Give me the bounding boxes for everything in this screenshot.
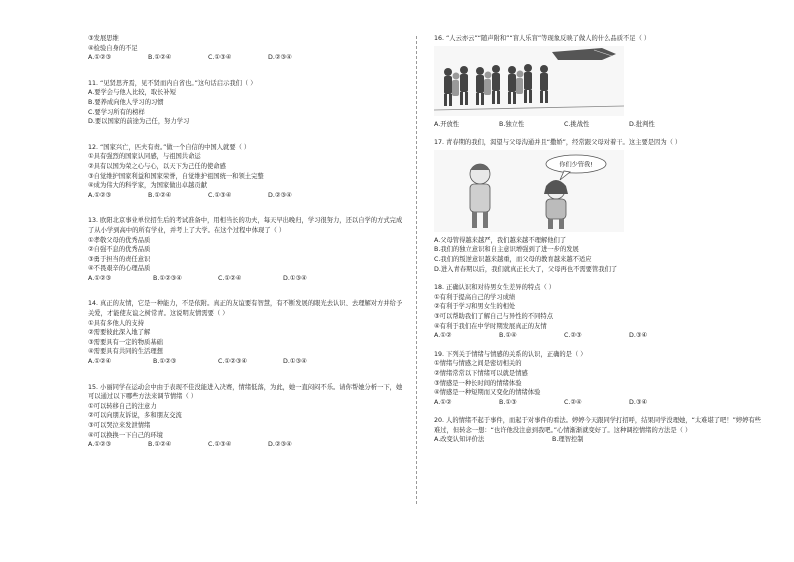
option-item: ①具有多他人的支持 [88, 319, 145, 327]
choice-d: D.批判性 [629, 120, 655, 128]
choice-d: D.②③④ [268, 441, 292, 449]
choice-a: A.①②③ [88, 274, 112, 282]
choice-a: A.开放性 [434, 120, 460, 128]
answer-choices [88, 53, 408, 63]
parent-child-drawing [434, 150, 624, 232]
choice-b: B.要养成向他人学习的习惯 [88, 98, 164, 106]
option-item: ④成为伟大的科学家，为国家做出卓越贡献 [88, 182, 207, 190]
option-item: ②需要彼此深入地了解 [88, 329, 151, 337]
crowd-cartoon-drawing [434, 46, 624, 116]
option-item: ②情绪常常以下情绪可以就是情感 [434, 369, 528, 377]
answer-choices [434, 120, 764, 130]
answer-choices [88, 274, 408, 284]
right-column [434, 34, 764, 454]
option-item: ③自觉维护国家利益和国家荣誉，自觉维护祖国统一和领土完整 [88, 172, 264, 180]
choice-a: A.①②③ [88, 191, 112, 199]
question-stem: 13. 欧阳北京事业单位招生后的考试准备中，用相当长的功夫，每天早出晚归，学习很努力，还以自学的方式完成了从小学到高中的所有学业，并考上了大学。在这个过程中体现了（ ） [88, 217, 403, 234]
choice-a: A.①②③ [88, 441, 112, 449]
question-12 [88, 143, 408, 201]
answer-choices [88, 357, 408, 367]
option-item: ①孝敬父母的优秀品质 [88, 236, 151, 244]
question-stem: 14. 真正的友情，它是一种能力，不是依附。真正的友谊要有智慧，有不断发展的眼光去认识、去理解对方并给予关爱，才能使友谊之树常青。这说明友情需要（ ） [88, 300, 403, 318]
option-item: ①有利于提高自己的学习成绩 [434, 293, 516, 301]
choice-b: B.理智控制 [552, 436, 584, 444]
choice-b: B.①②③ [153, 358, 177, 366]
choice-d: D.①③④ [283, 358, 307, 366]
question-17 [434, 138, 764, 274]
choice-b: B.①④ [499, 332, 517, 340]
question-16 [434, 34, 764, 129]
option-item: ③勇于担当的责任意识 [88, 255, 151, 263]
question-18 [434, 283, 764, 341]
option-item: ③发展思维 [88, 35, 119, 42]
choice-a: A.①② [434, 332, 452, 340]
option-item: ③需要具有一定的物质基础 [88, 338, 163, 346]
parent-child-cartoon [434, 150, 624, 232]
option-item: ④不畏艰辛的心理品质 [88, 265, 151, 273]
left-column [88, 34, 408, 459]
question-20 [434, 416, 764, 445]
choice-b: B.我们的独立意识和自主意识增强到了进一步的发展 [434, 246, 579, 254]
question-13 [88, 216, 408, 283]
option-item: ④需要具有共同的生活理想 [88, 348, 163, 356]
option-item: ①具有强烈的国家认同感，与祖国共命运 [88, 153, 201, 161]
option-item: ①可以转移自己的注意力 [88, 402, 157, 410]
option-item: ②有利于学习和男女生的相处 [434, 303, 516, 311]
speech-bubble-text: 你们少管我! [559, 161, 593, 169]
choice-a: A.要学会与他人比较，取长补短 [88, 89, 177, 97]
previous-question-tail [88, 34, 408, 63]
choice-d: D.③④ [629, 332, 648, 340]
question-14 [88, 299, 408, 366]
crowd-following-cartoon [434, 46, 624, 116]
option-item: ①情绪与情感之间是密切相关的 [434, 360, 522, 368]
answer-choices [434, 331, 764, 341]
choice-c: C.挑战性 [564, 120, 590, 128]
choice-b: B.独立性 [499, 120, 525, 128]
choice-c: C.我们的叛逆意识越来越重，而父母的教育越来越不适应 [434, 255, 592, 263]
option-item: ③可以哭泣来发泄情绪 [88, 422, 151, 429]
choice-c: C.①②③④ [218, 358, 247, 366]
choice-a: A.①② [434, 398, 452, 406]
choice-c: C.②③ [564, 332, 582, 340]
choice-a: A.①②④ [88, 358, 112, 366]
choice-b: B.①②④ [148, 191, 172, 199]
option-item: ②具有以国为荣之心与心，以天下为己任的使命感 [88, 162, 226, 170]
choice-c: C.①③④ [208, 441, 232, 449]
option-item: ③可以帮助我们了解自己与异性的不同特点 [434, 312, 553, 320]
choice-c: C.②④ [564, 398, 582, 406]
column-divider [416, 36, 417, 504]
option-item: ②可以向朋友诉说，多和朋友交流 [88, 412, 182, 420]
choice-d: D.③④ [629, 398, 648, 406]
choice-b: B.①②③④ [153, 274, 182, 282]
choice-b: B.①②④ [148, 54, 172, 62]
question-stem: 12. “国家兴亡，匹夫有责。”做一个自信的中国人就要（ ） [88, 143, 251, 151]
choice-a: A.父母管得越来越严，我们越来越不理解他们了 [434, 236, 567, 244]
question-stem: 20. 人的情绪不起于事件，而起于对事件的看法。婷婷今天跟同学打招呼，结果同学没理她，“太难堪了吧！”婷婷有些难过，但转念一想：“也许他没注意到我吧。”心情渐渐就变好了。这种调控情绪的方法是（ ） [434, 417, 762, 434]
choice-a: A.①②③ [88, 54, 112, 62]
question-stem: 11. “见贤思齐焉，见不贤而内自省也。”这句话启示我们（ ） [88, 79, 257, 87]
question-stem: 19. 下列关于情绪与情感的关系的认识，正确的是（ ） [434, 350, 587, 358]
choice-a: A.改变认知评价法 [434, 436, 485, 444]
option-item: ④情感是一种短期而又变化的情绪体验 [434, 389, 541, 397]
option-item: ④可以换换一下自己的环境 [88, 431, 163, 439]
answer-choices [434, 435, 764, 445]
option-item: ③情感是一种长时间的情绪体验 [434, 379, 522, 387]
choice-d: D.②③④ [268, 54, 292, 62]
question-19 [434, 350, 764, 408]
question-stem: 16. “人云亦云”“随声附和”“盲人乐盲”等现象反映了做人的什么品质不足（ ） [434, 35, 651, 42]
choice-d: D.①③④ [283, 274, 307, 282]
choice-c: C.①③④ [208, 54, 232, 62]
answer-choices [434, 398, 764, 408]
answer-choices [88, 191, 408, 201]
choice-d: D.进入青春期以后，我们就真正长大了，父母再也不需要管我们了 [434, 265, 618, 273]
choice-b: B.①②④ [148, 441, 172, 449]
choice-c: C.要学习所有的榜样 [88, 108, 145, 116]
question-stem: 18. 正确认识和对待男女生差异的特点（ ） [434, 284, 556, 292]
option-item: ④检验自身的不足 [88, 44, 138, 52]
choice-c: C.①③④ [208, 191, 232, 199]
choice-d: D.要以国家的前途为己任，努力学习 [88, 118, 190, 126]
answer-choices [88, 440, 408, 450]
question-11 [88, 79, 408, 127]
choice-b: B.①③ [499, 398, 517, 406]
question-15 [88, 383, 408, 450]
question-stem: 17. 青春期的我们，渴望与父母沟通并且“撒娇”，经常跟父母对着干。这主要是因为（ ） [434, 139, 682, 147]
choice-c: C.①②④ [218, 274, 242, 282]
option-item: ②自强不息的优秀品质 [88, 246, 151, 254]
choice-d: D.②③④ [268, 191, 292, 199]
question-stem: 15. 小丽同学在运动会中由于表现不佳没能进入决赛，情绪低落，为此，她一直闷闷不乐。请你帮她分析一下，她可以通过以下哪些方法来调节情绪（ ） [88, 383, 403, 401]
option-item: ④有利于我们在中学时期发展真正的友情 [434, 322, 547, 330]
